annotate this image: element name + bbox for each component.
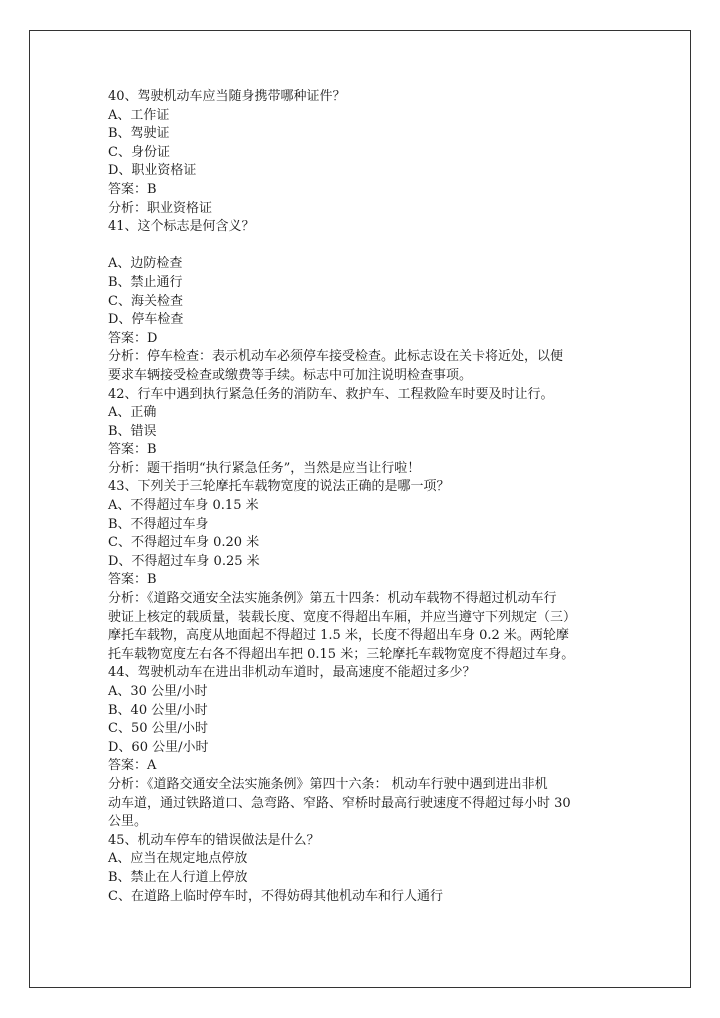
- sign-image-placeholder: [108, 237, 633, 256]
- analysis-42: 分析：题干指明“执行紧急任务”，当然是应当让行啦！: [108, 460, 421, 476]
- answer-42: 答案：B: [108, 442, 157, 458]
- analysis-44-line-3: 公里。: [108, 814, 148, 830]
- answer-43: 答案：B: [108, 572, 157, 588]
- option-45-b: B、禁止在人行道上停放: [108, 869, 248, 885]
- document-body: [108, 88, 633, 906]
- analysis-43-line-2: 驶证上核定的载质量，装载长度、宽度不得超出车厢，并应当遵守下列规定（三）: [108, 609, 577, 625]
- analysis-43-line-3: 摩托车载物，高度从地面起不得超过 1.5 米，长度不得超出车身 0.2 米。两轮摩: [108, 628, 569, 644]
- analysis-43-line-1: 分析：《道路交通安全法实施条例》第五十四条：机动车载物不得超过机动车行: [108, 591, 557, 607]
- option-42-a: A、正确: [108, 405, 157, 421]
- option-41-c: C、海关检查: [108, 293, 183, 309]
- question-43: 43、下列关于三轮摩托车载物宽度的说法正确的是哪一项？: [108, 479, 450, 495]
- analysis-40: 分析：职业资格证: [108, 200, 213, 216]
- option-45-a: A、应当在规定地点停放: [108, 851, 248, 867]
- option-42-b: B、错误: [108, 423, 157, 439]
- question-45: 45、机动车停车的错误做法是什么？: [108, 832, 320, 848]
- option-40-b: B、驾驶证: [108, 126, 170, 142]
- option-40-c: C、身份证: [108, 144, 170, 160]
- analysis-43-line-4: 托车载物宽度左右各不得超出车把 0.15 米；三轮摩托车载物宽度不得超过车身。: [108, 646, 575, 662]
- option-41-b: B、禁止通行: [108, 274, 183, 290]
- analysis-41-line-2: 要求车辆接受检查或缴费等手续。标志中可加注说明检查事项。: [108, 367, 473, 383]
- question-42: 42、行车中遇到执行紧急任务的消防车、救护车、工程救险车时要及时让行。: [108, 386, 554, 402]
- option-43-d: D、不得超过车身 0.25 米: [108, 553, 260, 569]
- question-41: 41、这个标志是何含义？: [108, 219, 255, 235]
- option-44-b: B、40 公里/小时: [108, 702, 208, 718]
- option-40-d: D、职业资格证: [108, 163, 197, 179]
- question-40: 40、驾驶机动车应当随身携带哪种证件？: [108, 89, 346, 104]
- analysis-41-line-1: 分析：停车检查：表示机动车必须停车接受检查。此标志设在关卡将近处，以便: [108, 349, 564, 365]
- answer-40: 答案：B: [108, 181, 157, 197]
- option-43-a: A、不得超过车身 0.15 米: [108, 498, 259, 514]
- option-43-b: B、不得超过车身: [108, 516, 209, 532]
- option-44-d: D、60 公里/小时: [108, 739, 209, 755]
- analysis-44-line-2: 动车道，通过铁路道口、急弯路、窄路、窄桥时最高行驶速度不得超过每小时 30: [108, 795, 571, 811]
- option-44-a: A、30 公里/小时: [108, 684, 208, 699]
- option-43-c: C、不得超过车身 0.20 米: [108, 535, 260, 551]
- answer-44: 答案：A: [108, 758, 157, 774]
- option-44-c: C、50 公里/小时: [108, 721, 209, 737]
- question-44: 44、驾驶机动车在进出非机动车道时，最高速度不能超过多少？: [108, 665, 476, 681]
- option-40-a: A、工作证: [108, 107, 170, 123]
- option-45-c: C、在道路上临时停车时，不得妨碍其他机动车和行人通行: [108, 888, 443, 904]
- answer-41: 答案：D: [108, 330, 158, 346]
- analysis-44-line-1: 分析：《道路交通安全法实施条例》第四十六条： 机动车行驶中遇到进出非机: [108, 776, 548, 792]
- option-41-d: D、停车检查: [108, 312, 184, 328]
- option-41-a: A、边防检查: [108, 256, 183, 272]
